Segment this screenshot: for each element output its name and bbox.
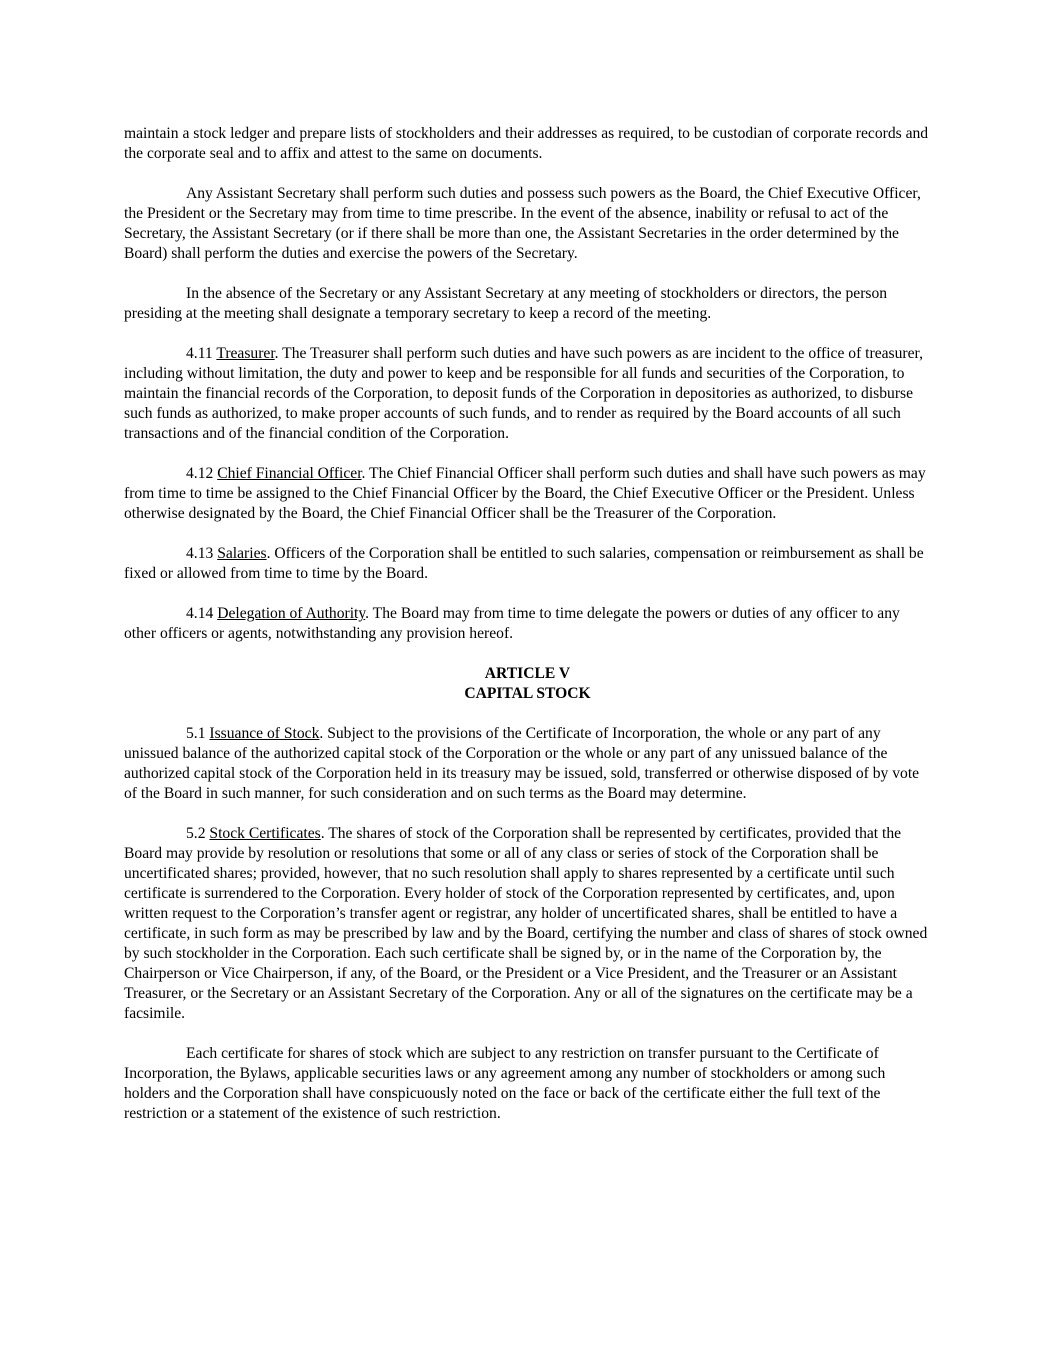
section-number: 4.14 — [186, 605, 214, 622]
section-4-14 — [124, 604, 931, 644]
section-5-2 — [124, 824, 931, 1024]
section-title-delegation: Delegation of Authority — [217, 605, 366, 622]
section-title-cfo: Chief Financial Officer — [217, 465, 362, 482]
section-number: 5.2 — [186, 825, 206, 842]
section-number: 5.1 — [186, 725, 206, 742]
section-number: 4.11 — [186, 345, 213, 362]
section-text: . The Chief Financial Officer shall perform such duties and shall have such powers as may from time to time be assigned to the Chief Financial Officer by the Board, the Chief Executive Officer or the President. Unless otherwise designated by the Board, the Chief Financial Officer shall be the Treasurer of the Corporation. — [124, 465, 926, 522]
section-title-salaries: Salaries — [217, 545, 267, 562]
section-number: 4.13 — [186, 545, 214, 562]
section-text: . The Treasurer shall perform such duties and have such powers as are incident to the office of treasurer, including without limitation, the duty and power to keep and be responsible for all funds and securities of the Corporation, to maintain the financial records of the Corporation, to deposit funds of the Corporation in depositories as authorized, to disburse such funds as authorized, to make proper accounts of such funds, and to render as required by the Board accounts of all such transactions and of the financial condition of the Corporation. — [124, 345, 923, 442]
article-title: CAPITAL STOCK — [464, 685, 591, 702]
section-text: . Subject to the provisions of the Certificate of Incorporation, the whole or any part of any unissued balance of the authorized capital stock of the Corporation or the whole or any part of any unissued balance of the authorized capital stock of the Corporation held in its treasury may be issued, sold, transferred or otherwise disposed of by vote of the Board in such manner, for such consideration and on such terms as the Board may determine. — [124, 725, 920, 802]
section-4-12 — [124, 464, 931, 524]
paragraph-assistant-secretary: Any Assistant Secretary shall perform such duties and possess such powers as the Board, the Chief Executive Officer, the President or the Secretary may from time to time prescribe. In the event of the absence, inability or refusal to act of the Secretary, the Assistant Secretary (or if there shall be more than one, the Assistant Secretaries in the order determined by the Board) shall perform the duties and exercise the powers of the Secretary. — [124, 185, 921, 262]
section-text: . Officers of the Corporation shall be entitled to such salaries, compensation or reimbursement as shall be fixed or allowed from time to time by the Board. — [124, 545, 924, 582]
section-title-certificates: Stock Certificates — [209, 825, 321, 842]
section-text: . The shares of stock of the Corporation shall be represented by certificates, provided that the Board may provide by resolution or resolutions that some or all of any class or series of stock of the Corporation shall be uncertificated shares; provided, however, that no such resolution shall apply to shares represented by a certificate until such certificate is surrendered to the Corporation. Every holder of stock of the Corporation represented by certificates, and, upon written request to the Corporation’s transfer agent or registrar, any holder of uncertificated shares, shall be entitled to have a certificate, in such form as may be prescribed by law and by the Board, certifying the number and class of shares of stock owned by such stockholder in the Corporation. Each such certificate shall be signed by, or in the name of the Corporation by, the Chairperson or Vice Chairperson, if any, of the Board, or the President or a Vice President, and the Treasurer or an Assistant Treasurer, or the Secretary or an Assistant Secretary of the Corporation. Any or all of the signatures on the certificate may be a facsimile. — [124, 825, 928, 1022]
paragraph-temporary-secretary: In the absence of the Secretary or any Assistant Secretary at any meeting of stockholders or directors, the person presiding at the meeting shall designate a temporary secretary to keep a record of the meeting. — [124, 285, 888, 322]
section-title-issuance: Issuance of Stock — [209, 725, 320, 742]
article-number: ARTICLE V — [484, 665, 571, 682]
section-title-treasurer: Treasurer — [216, 345, 275, 362]
section-4-11 — [124, 344, 931, 444]
article-heading — [124, 664, 931, 704]
paragraph-transfer-restriction: Each certificate for shares of stock which are subject to any restriction on transfer pursuant to the Certificate of Incorporation, the Bylaws, applicable securities laws or any agreement among any number of stockholders or among such holders and the Corporation shall have conspicuously noted on the face or back of the certificate either the full text of the restriction or a statement of the existence of such restriction. — [124, 1045, 886, 1122]
section-5-1 — [124, 724, 931, 804]
section-number: 4.12 — [186, 465, 214, 482]
section-4-13 — [124, 544, 931, 584]
paragraph-secretary-duties-continued: maintain a stock ledger and prepare lists of stockholders and their addresses as required, to be custodian of corporate records and the corporate seal and to affix and attest to the same on documents. — [124, 125, 929, 162]
section-text: . The Board may from time to time delegate the powers or duties of any officer to any other officers or agents, notwithstanding any provision hereof. — [124, 605, 900, 642]
